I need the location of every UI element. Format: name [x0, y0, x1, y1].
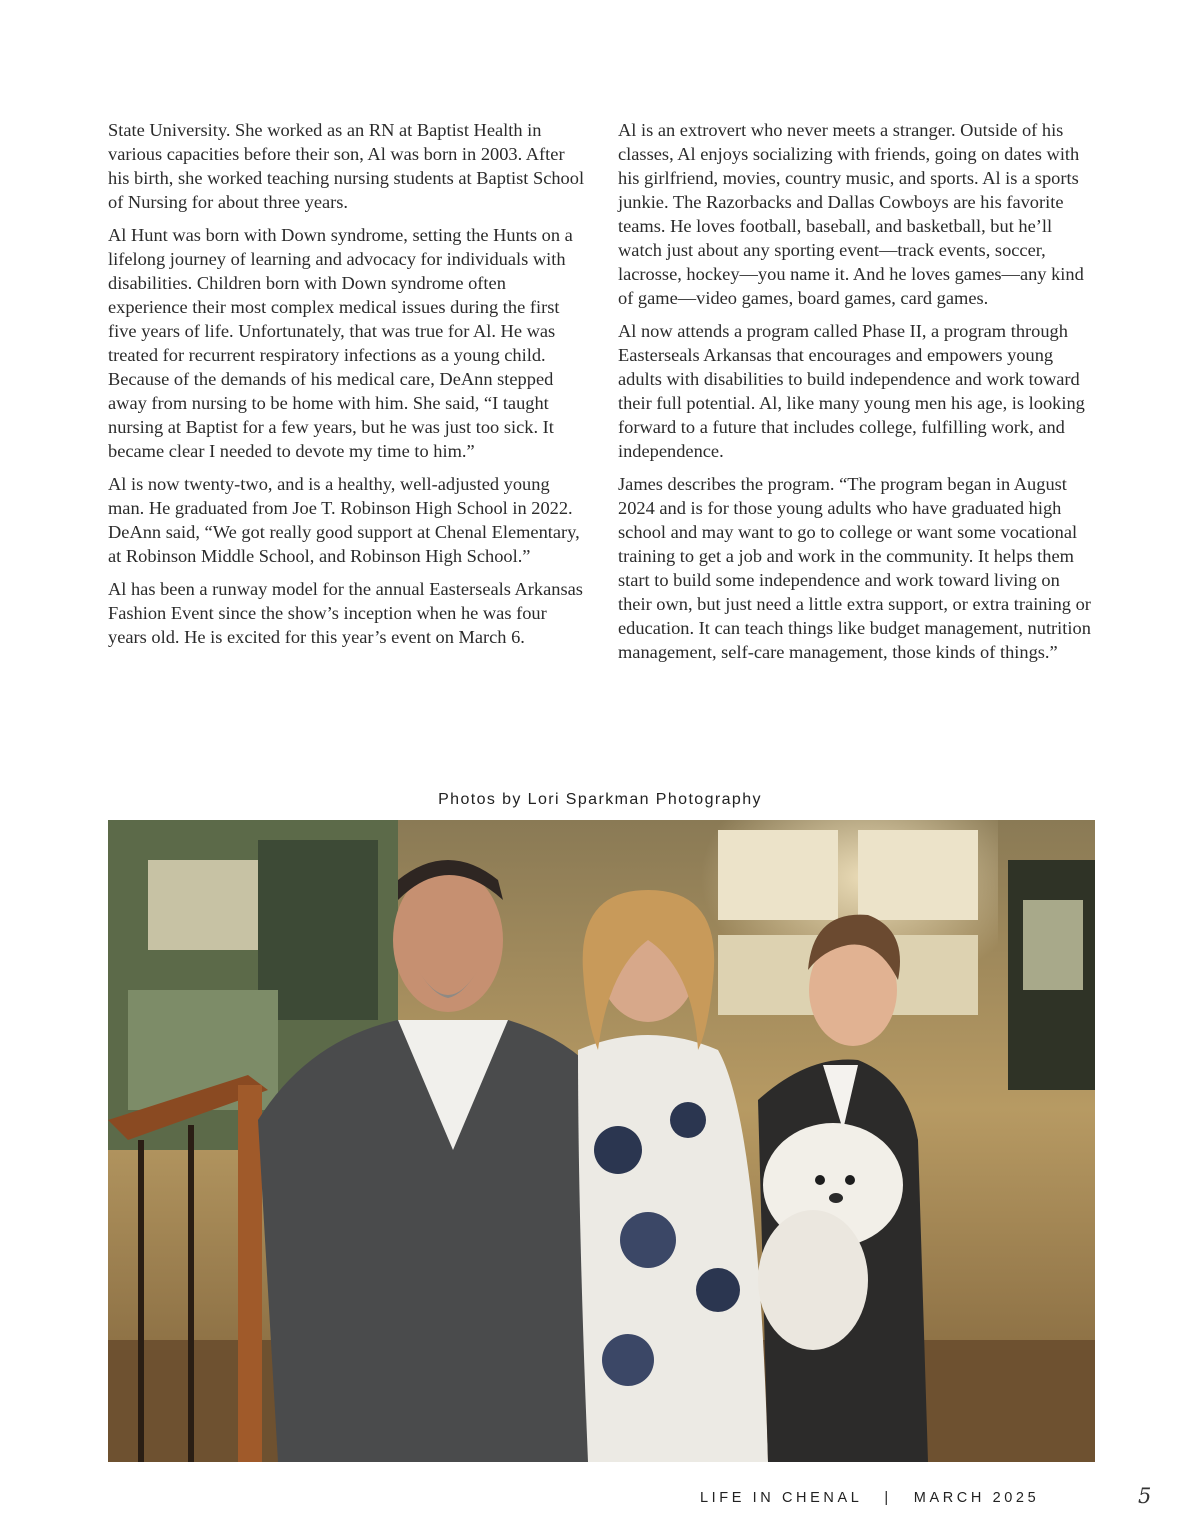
article-right-column [618, 118, 1096, 673]
family-portrait-photo [108, 820, 1095, 1462]
paragraph: Al is now twenty-two, and is a healthy, well-adjusted young man. He graduated from Joe T. Robinson High School in 2022. DeAnn said, “We got really good support at Chenal Elementary, at Robinson Middle School, and Robinson High School.” [108, 474, 580, 566]
paragraph: Al Hunt was born with Down syndrome, setting the Hunts on a lifelong journey of learning and advocacy for individuals with disabilities. Children born with Down syndrome often experience their most complex medical issues during the first five years of life. Unfortunately, that was true for Al. He was treated for recurrent respiratory infections as a young child. Because of the demands of his medical care, DeAnn stepped away from nursing to be home with him. She said, “I taught nursing at Baptist for a few years, but he was just too sick. It became clear I needed to devote my time to him.” [108, 225, 573, 461]
issue-date: MARCH 2025 [913, 1490, 1040, 1506]
photo-credit: Photos by Lori Sparkman Photography [438, 791, 762, 808]
paragraph: Al now attends a program called Phase II, a program through Easterseals Arkansas that encourages and empowers young adults with disabilities to build independence and work toward their full potential. Al, like many young men his age, is looking forward to a future that includes college, fulfilling work, and independence. [618, 321, 1085, 461]
paragraph: State University. She worked as an RN at Baptist Health in various capacities before their son, Al was born in 2003. After his birth, she worked teaching nursing students at Baptist School of Nursing for about three years. [108, 120, 585, 212]
publication-name: LIFE IN CHENAL [700, 1490, 863, 1506]
page-footer [700, 1490, 1039, 1506]
page-number: 5 [1138, 1484, 1152, 1508]
article-left-column [108, 118, 586, 658]
paragraph: James describes the program. “The program began in August 2024 and is for those young adults who have graduated high school and may want to go to college or want some vocational training to get a job and work in the community. It helps them start to build some independence and work toward living on their own, but just need a little extra support, or extra training or education. It can teach things like budget management, nutrition management, self-care management, those kinds of things.” [618, 474, 1091, 662]
paragraph: Al has been a runway model for the annual Easterseals Arkansas Fashion Event since the show’s inception when he was four years old. He is excited for this year’s event on March 6. [108, 579, 583, 647]
footer-separator: | [884, 1490, 892, 1506]
paragraph: Al is an extrovert who never meets a stranger. Outside of his classes, Al enjoys socializing with friends, going on dates with his girlfriend, movies, country music, and sports. Al is a sports junkie. The Razorbacks and Dallas Cowboys are his favorite teams. He loves football, baseball, and basketball, but he’ll watch just about any sporting event—track events, soccer, lacrosse, hockey—you name it. And he loves games—any kind of game—video games, board games, card games. [618, 120, 1084, 308]
